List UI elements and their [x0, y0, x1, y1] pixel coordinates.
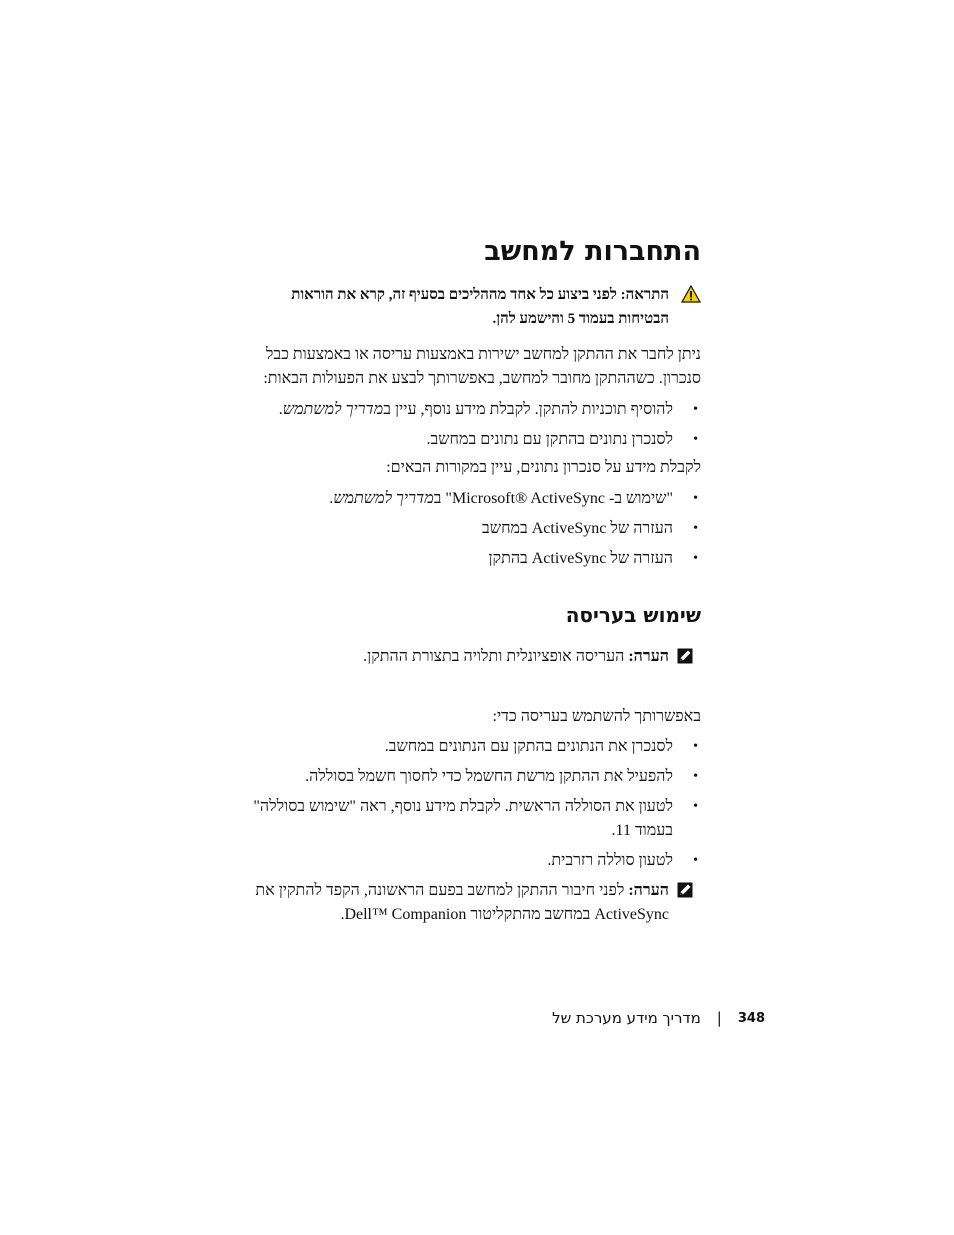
list-item-text: להוסיף תוכניות להתקן. לקבלת מידע נוסף, עיין ב — [383, 401, 673, 418]
list-item — [241, 547, 701, 571]
list-item-italic: מדריך למשתמש — [333, 490, 434, 507]
page-number: 348 — [737, 1010, 765, 1026]
note-body: לפני חיבור ההתקן למחשב בפעם הראשונה, הקפד להתקין את ActiveSync במחשב מהתקליטור Dell™ Companion. — [255, 882, 669, 923]
note-text — [241, 645, 669, 669]
actions-list — [241, 398, 701, 452]
cradle-uses-list — [241, 735, 701, 873]
note-label: הערה: — [628, 882, 669, 899]
list-item-text: להפעיל את ההתקן מרשת החשמל כדי לחסוך חשמל בסוללה. — [305, 768, 673, 785]
sources-list — [241, 487, 701, 571]
bullet-icon: • — [693, 491, 698, 506]
warning-notice — [251, 283, 701, 331]
intro-line-2: סנכרון. כשההתקן מחובר למחשב, באפשרותך לבצע את הפעולות הבאות: — [263, 370, 701, 387]
list-item-end: . — [329, 490, 334, 507]
note-pencil-icon — [677, 882, 693, 898]
bullet-icon: • — [693, 739, 698, 754]
bullet-icon: • — [693, 551, 698, 566]
list-item-end: . — [278, 401, 283, 418]
activesync-note — [251, 879, 701, 927]
list-item — [241, 398, 701, 422]
list-item-italic: מדריך למשתמש — [282, 401, 384, 418]
list-item-text: "שימוש ב- Microsoft® ActiveSync" ב — [433, 490, 673, 507]
page-footer — [552, 1009, 765, 1027]
list-item-text: העזרה של ActiveSync בהתקן — [488, 550, 673, 567]
list-item — [241, 735, 701, 759]
list-item — [241, 487, 701, 511]
warning-label: התראה: — [620, 287, 669, 303]
list-item-text: לטעון את הסוללה הראשית. לקבלת מידע נוסף, ראה "שימוש בסוללה" בעמוד 11. — [253, 798, 673, 839]
bullet-icon: • — [693, 402, 698, 417]
note-text — [251, 879, 669, 927]
cradle-lead: באפשרותך להשתמש בעריסה כדי: — [492, 708, 701, 725]
bullet-icon: • — [693, 432, 698, 447]
list-item-text: לסנכרן את הנתונים בהתקן עם הנתונים במחשב. — [384, 738, 673, 755]
list-item-text: לסנכרן נתונים בהתקן עם נתונים במחשב. — [426, 431, 673, 448]
list-item — [241, 517, 701, 541]
bullet-icon: • — [693, 769, 698, 784]
warning-text — [251, 283, 669, 331]
bullet-icon: • — [693, 521, 698, 536]
list-item-text: לטעון סוללה רזרבית. — [547, 852, 673, 869]
list-item — [241, 765, 701, 789]
section-title: שימוש בעריסה — [565, 603, 701, 627]
intro-paragraph — [241, 343, 701, 391]
list-item-text: העזרה של ActiveSync במחשב — [482, 520, 673, 537]
cradle-note — [241, 645, 701, 669]
list-item — [241, 428, 701, 452]
warning-triangle-icon — [681, 285, 701, 303]
page-title: התחברות למחשב — [484, 236, 701, 267]
guide-title: מדריך מידע מערכת של — [552, 1009, 701, 1027]
list-item — [241, 795, 701, 843]
bullet-icon: • — [693, 799, 698, 814]
note-pencil-icon — [677, 648, 693, 664]
sync-info-paragraph: לקבלת מידע על סנכרון נתונים, עיין במקורות הבאים: — [386, 459, 701, 476]
intro-line-1: ניתן לחבר את ההתקן למחשב ישירות באמצעות עריסה או באמצעות כבל — [265, 346, 701, 363]
footer-separator: | — [716, 1009, 722, 1027]
warning-body: לפני ביצוע כל אחד מההליכים בסעיף זה, קרא את הוראות הבטיחות בעמוד 5 והישמע להן. — [291, 287, 669, 327]
note-label: הערה: — [628, 648, 669, 665]
note-body: העריסה אופציונלית ותלויה בתצורת ההתקן. — [363, 648, 625, 665]
list-item — [241, 849, 701, 873]
bullet-icon: • — [693, 853, 698, 868]
